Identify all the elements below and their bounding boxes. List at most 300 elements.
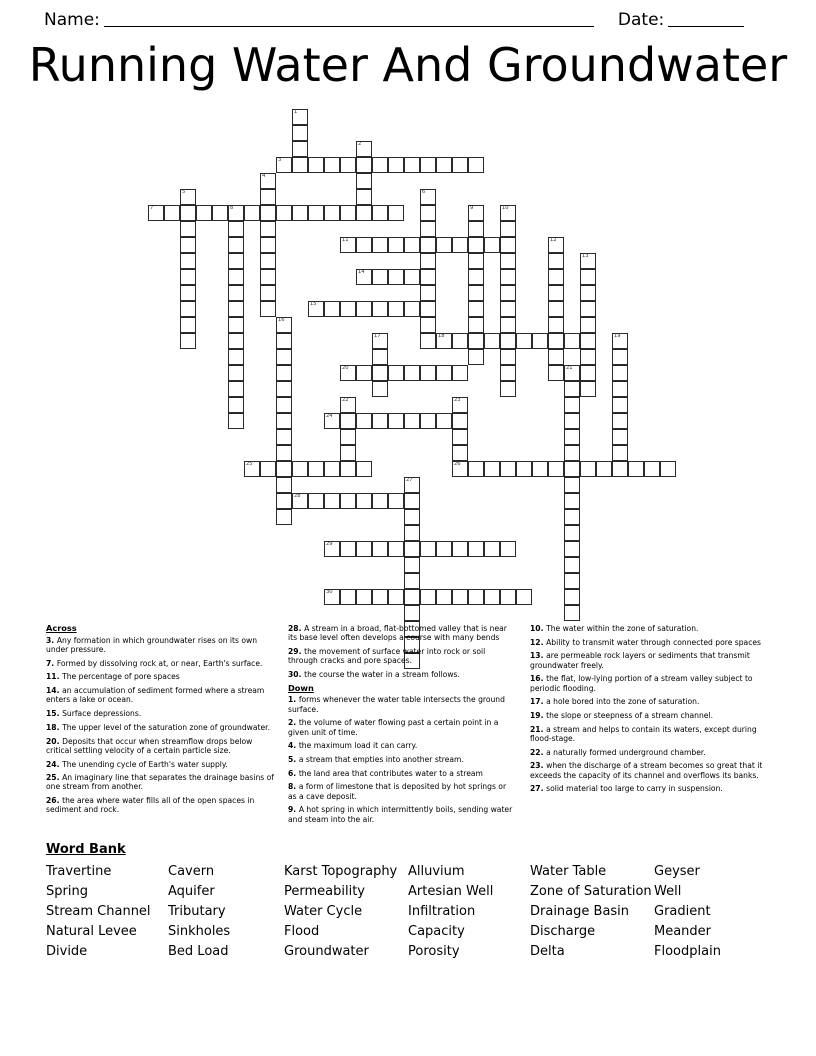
crossword-cell[interactable]	[148, 205, 164, 221]
crossword-cell[interactable]	[276, 493, 292, 509]
crossword-cell[interactable]	[388, 365, 404, 381]
crossword-cell[interactable]	[612, 413, 628, 429]
clue-item	[46, 723, 276, 732]
crossword-cell[interactable]	[452, 429, 468, 445]
clue-item	[288, 741, 516, 750]
crossword-cell[interactable]	[404, 413, 420, 429]
crossword-cell[interactable]	[548, 285, 564, 301]
crossword-cell[interactable]	[180, 237, 196, 253]
crossword-cell[interactable]	[228, 269, 244, 285]
crossword-cell[interactable]	[324, 493, 340, 509]
crossword-cell[interactable]	[356, 461, 372, 477]
crossword-cell[interactable]	[580, 349, 596, 365]
crossword-cell[interactable]	[500, 317, 516, 333]
crossword-cell[interactable]	[388, 205, 404, 221]
crossword-cell[interactable]	[580, 253, 596, 269]
clue-text: Any formation in which groundwater rises on its own under pressure.	[46, 635, 258, 655]
crossword-cell[interactable]	[468, 541, 484, 557]
crossword-cell[interactable]	[420, 269, 436, 285]
crossword-cell[interactable]	[292, 461, 308, 477]
crossword-cell[interactable]	[228, 301, 244, 317]
crossword-cell[interactable]	[180, 269, 196, 285]
crossword-cell[interactable]	[564, 573, 580, 589]
crossword-cell[interactable]	[420, 285, 436, 301]
crossword-cell[interactable]	[276, 445, 292, 461]
crossword-cell[interactable]	[372, 269, 388, 285]
crossword-cell[interactable]	[292, 109, 308, 125]
clue-text: An imaginary line that separates the drainage basins of one stream from another.	[46, 773, 274, 792]
crossword-cell[interactable]	[324, 413, 340, 429]
crossword-cell[interactable]	[404, 509, 420, 525]
crossword-cell[interactable]	[612, 381, 628, 397]
clue-text: The water within the zone of saturation.	[546, 624, 699, 633]
clue-item	[288, 624, 516, 643]
crossword-cell[interactable]	[276, 397, 292, 413]
crossword-cell[interactable]	[452, 461, 468, 477]
crossword-cell[interactable]	[564, 461, 580, 477]
crossword-cell[interactable]	[276, 333, 292, 349]
crossword-cell[interactable]	[340, 397, 356, 413]
crossword-cell[interactable]	[212, 205, 228, 221]
crossword-cell[interactable]	[372, 589, 388, 605]
crossword-cell[interactable]	[388, 157, 404, 173]
crossword-cell[interactable]	[276, 413, 292, 429]
crossword-cell[interactable]	[292, 125, 308, 141]
crossword-cell[interactable]	[564, 477, 580, 493]
crossword-cell[interactable]	[580, 285, 596, 301]
crossword-cell[interactable]	[420, 413, 436, 429]
crossword-cell[interactable]	[436, 413, 452, 429]
crossword-cell[interactable]	[548, 301, 564, 317]
crossword-cell[interactable]	[196, 205, 212, 221]
crossword-cell[interactable]	[548, 317, 564, 333]
crossword-cell[interactable]	[548, 253, 564, 269]
clue-column-1	[46, 624, 276, 819]
crossword-cell[interactable]	[420, 237, 436, 253]
crossword-cell[interactable]	[388, 413, 404, 429]
crossword-cell[interactable]	[404, 477, 420, 493]
crossword-cell[interactable]	[340, 237, 356, 253]
crossword-cell[interactable]	[356, 493, 372, 509]
crossword-cell[interactable]	[468, 589, 484, 605]
crossword-cell[interactable]	[340, 541, 356, 557]
crossword-cell[interactable]	[420, 189, 436, 205]
crossword-cell[interactable]	[276, 509, 292, 525]
crossword-cell[interactable]	[484, 237, 500, 253]
crossword-cell[interactable]	[404, 365, 420, 381]
crossword-cell[interactable]	[356, 301, 372, 317]
crossword-grid[interactable]	[0, 104, 816, 595]
crossword-cell[interactable]	[180, 205, 196, 221]
crossword-cell[interactable]	[340, 445, 356, 461]
crossword-cell[interactable]	[372, 493, 388, 509]
crossword-cell[interactable]	[292, 141, 308, 157]
crossword-cell[interactable]	[452, 237, 468, 253]
crossword-cell[interactable]	[420, 301, 436, 317]
crossword-cell[interactable]	[548, 333, 564, 349]
crossword-cell[interactable]	[420, 157, 436, 173]
crossword-cell[interactable]	[564, 589, 580, 605]
crossword-cell[interactable]	[276, 461, 292, 477]
crossword-cell[interactable]	[420, 333, 436, 349]
crossword-cell[interactable]	[580, 317, 596, 333]
crossword-cell[interactable]	[260, 461, 276, 477]
crossword-cell[interactable]	[420, 365, 436, 381]
crossword-cell[interactable]	[276, 205, 292, 221]
crossword-cell[interactable]	[564, 509, 580, 525]
page-title: Running Water And Groundwater	[28, 38, 788, 92]
crossword-cell[interactable]	[564, 557, 580, 573]
name-date-row	[44, 0, 772, 30]
crossword-cell[interactable]	[164, 205, 180, 221]
crossword-cell[interactable]	[500, 301, 516, 317]
crossword-cell[interactable]	[468, 253, 484, 269]
crossword-cell[interactable]	[564, 397, 580, 413]
crossword-cell[interactable]	[276, 157, 292, 173]
crossword-cell[interactable]	[420, 317, 436, 333]
crossword-cell[interactable]	[228, 349, 244, 365]
crossword-cell[interactable]	[228, 237, 244, 253]
crossword-cell[interactable]	[308, 493, 324, 509]
word-bank-item: Sinkholes	[168, 924, 231, 939]
clue-number: 29.	[288, 646, 305, 656]
crossword-cell[interactable]	[564, 493, 580, 509]
crossword-cell[interactable]	[404, 493, 420, 509]
clue-item	[46, 659, 276, 668]
crossword-cell[interactable]	[500, 237, 516, 253]
crossword-cell[interactable]	[404, 541, 420, 557]
clue-text: a stream that empties into another stream.	[298, 755, 464, 765]
crossword-cell[interactable]	[420, 589, 436, 605]
crossword-cell[interactable]	[228, 221, 244, 237]
crossword-cell[interactable]	[564, 429, 580, 445]
crossword-cell[interactable]	[404, 605, 420, 621]
crossword-cell[interactable]	[420, 205, 436, 221]
crossword-cell[interactable]	[436, 237, 452, 253]
crossword-cell[interactable]	[372, 365, 388, 381]
name-label: Name:	[44, 10, 100, 30]
crossword-cell[interactable]	[340, 301, 356, 317]
crossword-cell[interactable]	[580, 381, 596, 397]
crossword-cell[interactable]	[260, 285, 276, 301]
crossword-cell[interactable]	[292, 157, 308, 173]
crossword-cell[interactable]	[484, 461, 500, 477]
crossword-cell[interactable]	[452, 365, 468, 381]
crossword-cell[interactable]	[276, 429, 292, 445]
crossword-cell[interactable]	[612, 333, 628, 349]
clue-item	[288, 805, 516, 824]
crossword-cell[interactable]	[308, 301, 324, 317]
crossword-cell[interactable]	[356, 541, 372, 557]
crossword-cell[interactable]	[500, 541, 516, 557]
crossword-cell[interactable]	[436, 541, 452, 557]
crossword-cell[interactable]	[372, 333, 388, 349]
crossword-cell[interactable]	[516, 333, 532, 349]
crossword-cell[interactable]	[260, 253, 276, 269]
crossword-cell[interactable]	[612, 397, 628, 413]
crossword-cell[interactable]	[388, 237, 404, 253]
crossword-cell[interactable]	[612, 429, 628, 445]
crossword-cell[interactable]	[452, 413, 468, 429]
cell-number: 8	[230, 205, 234, 211]
cell-number: 7	[150, 205, 154, 211]
clue-item	[530, 624, 770, 633]
crossword-cell[interactable]	[340, 461, 356, 477]
crossword-cell[interactable]	[452, 541, 468, 557]
crossword-cell[interactable]	[548, 349, 564, 365]
crossword-cell[interactable]	[260, 237, 276, 253]
clue-item	[46, 709, 276, 718]
crossword-cell[interactable]	[356, 589, 372, 605]
crossword-cell[interactable]	[468, 461, 484, 477]
crossword-cell[interactable]	[228, 205, 244, 221]
crossword-cell[interactable]	[404, 157, 420, 173]
crossword-cell[interactable]	[468, 349, 484, 365]
crossword-cell[interactable]	[388, 269, 404, 285]
crossword-cell[interactable]	[324, 589, 340, 605]
clue-item	[288, 769, 516, 778]
crossword-cell[interactable]	[484, 333, 500, 349]
crossword-cell[interactable]	[548, 461, 564, 477]
crossword-cell[interactable]	[500, 269, 516, 285]
crossword-cell[interactable]	[436, 157, 452, 173]
crossword-cell[interactable]	[404, 269, 420, 285]
crossword-cell[interactable]	[452, 397, 468, 413]
crossword-cell[interactable]	[372, 157, 388, 173]
crossword-cell[interactable]	[500, 461, 516, 477]
crossword-cell[interactable]	[356, 189, 372, 205]
word-bank-item: Aquifer	[168, 884, 215, 899]
word-bank-item: Meander	[654, 924, 712, 939]
crossword-cell[interactable]	[404, 301, 420, 317]
crossword-cell[interactable]	[356, 141, 372, 157]
crossword-cell[interactable]	[420, 253, 436, 269]
crossword-cell[interactable]	[340, 205, 356, 221]
crossword-cell[interactable]	[372, 301, 388, 317]
crossword-cell[interactable]	[340, 365, 356, 381]
crossword-cell[interactable]	[580, 269, 596, 285]
crossword-cell[interactable]	[436, 333, 452, 349]
crossword-cell[interactable]	[324, 301, 340, 317]
crossword-cell[interactable]	[580, 301, 596, 317]
crossword-cell[interactable]	[308, 157, 324, 173]
crossword-cell[interactable]	[356, 237, 372, 253]
crossword-cell[interactable]	[356, 173, 372, 189]
crossword-cell[interactable]	[580, 365, 596, 381]
crossword-cell[interactable]	[468, 285, 484, 301]
crossword-cell[interactable]	[260, 173, 276, 189]
crossword-cell[interactable]	[404, 557, 420, 573]
crossword-cell[interactable]	[356, 157, 372, 173]
crossword-cell[interactable]	[564, 605, 580, 621]
crossword-cell[interactable]	[340, 589, 356, 605]
clue-number: 17.	[530, 697, 547, 707]
crossword-cell[interactable]	[404, 525, 420, 541]
down-heading: Down	[288, 682, 314, 693]
crossword-cell[interactable]	[276, 349, 292, 365]
crossword-cell[interactable]	[564, 413, 580, 429]
crossword-cell[interactable]	[356, 269, 372, 285]
crossword-cell[interactable]	[612, 445, 628, 461]
date-input-line[interactable]	[668, 11, 744, 27]
crossword-cell[interactable]	[532, 461, 548, 477]
crossword-cell[interactable]	[484, 541, 500, 557]
crossword-cell[interactable]	[388, 541, 404, 557]
crossword-cell[interactable]	[484, 589, 500, 605]
crossword-cell[interactable]	[260, 301, 276, 317]
crossword-cell[interactable]	[244, 205, 260, 221]
crossword-cell[interactable]	[340, 429, 356, 445]
crossword-cell[interactable]	[500, 365, 516, 381]
crossword-cell[interactable]	[468, 221, 484, 237]
crossword-cell[interactable]	[388, 589, 404, 605]
crossword-cell[interactable]	[180, 285, 196, 301]
clue-number: 19.	[530, 711, 547, 721]
crossword-cell[interactable]	[276, 381, 292, 397]
crossword-cell[interactable]	[580, 461, 596, 477]
crossword-cell[interactable]	[500, 333, 516, 349]
crossword-cell[interactable]	[516, 589, 532, 605]
crossword-cell[interactable]	[660, 461, 676, 477]
word-bank-item: Cavern	[168, 864, 215, 879]
crossword-cell[interactable]	[388, 493, 404, 509]
clue-item	[530, 697, 770, 706]
clue-item	[530, 784, 770, 793]
crossword-cell[interactable]	[228, 317, 244, 333]
crossword-cell[interactable]	[436, 589, 452, 605]
crossword-cell[interactable]	[324, 461, 340, 477]
crossword-cell[interactable]	[644, 461, 660, 477]
crossword-cell[interactable]	[532, 333, 548, 349]
crossword-cell[interactable]	[228, 381, 244, 397]
crossword-cell[interactable]	[420, 221, 436, 237]
crossword-cell[interactable]	[564, 365, 580, 381]
crossword-cell[interactable]	[468, 237, 484, 253]
crossword-cell[interactable]	[372, 381, 388, 397]
crossword-cell[interactable]	[436, 365, 452, 381]
crossword-cell[interactable]	[356, 365, 372, 381]
crossword-cell[interactable]	[468, 333, 484, 349]
crossword-cell[interactable]	[452, 589, 468, 605]
crossword-cell[interactable]	[276, 317, 292, 333]
crossword-cell[interactable]	[564, 381, 580, 397]
crossword-cell[interactable]	[244, 461, 260, 477]
crossword-cell[interactable]	[500, 285, 516, 301]
crossword-cell[interactable]	[260, 221, 276, 237]
crossword-cell[interactable]	[372, 349, 388, 365]
crossword-cell[interactable]	[548, 237, 564, 253]
crossword-cell[interactable]	[596, 461, 612, 477]
crossword-cell[interactable]	[356, 205, 372, 221]
crossword-cell[interactable]	[228, 365, 244, 381]
crossword-cell[interactable]	[468, 301, 484, 317]
crossword-cell[interactable]	[500, 589, 516, 605]
crossword-cell[interactable]	[468, 317, 484, 333]
crossword-cell[interactable]	[452, 445, 468, 461]
crossword-cell[interactable]	[468, 205, 484, 221]
crossword-cell[interactable]	[612, 461, 628, 477]
crossword-cell[interactable]	[564, 525, 580, 541]
crossword-cell[interactable]	[612, 365, 628, 381]
crossword-cell[interactable]	[260, 189, 276, 205]
crossword-cell[interactable]	[452, 157, 468, 173]
crossword-cell[interactable]	[180, 253, 196, 269]
crossword-cell[interactable]	[292, 205, 308, 221]
crossword-cell[interactable]	[468, 157, 484, 173]
crossword-cell[interactable]	[516, 461, 532, 477]
crossword-cell[interactable]	[564, 541, 580, 557]
crossword-cell[interactable]	[340, 493, 356, 509]
crossword-cell[interactable]	[500, 205, 516, 221]
crossword-cell[interactable]	[564, 445, 580, 461]
crossword-cell[interactable]	[228, 285, 244, 301]
crossword-cell[interactable]	[468, 269, 484, 285]
crossword-cell[interactable]	[372, 541, 388, 557]
crossword-cell[interactable]	[420, 541, 436, 557]
crossword-cell[interactable]	[276, 365, 292, 381]
crossword-cell[interactable]	[612, 349, 628, 365]
crossword-cell[interactable]	[308, 205, 324, 221]
crossword-cell[interactable]	[180, 221, 196, 237]
clue-number: 22.	[530, 747, 547, 757]
crossword-cell[interactable]	[404, 589, 420, 605]
crossword-cell[interactable]	[372, 413, 388, 429]
cell-number: 2	[358, 141, 362, 147]
cell-number: 18	[438, 333, 445, 339]
crossword-cell[interactable]	[340, 413, 356, 429]
crossword-cell[interactable]	[500, 221, 516, 237]
crossword-cell[interactable]	[276, 477, 292, 493]
clue-number: 12.	[530, 637, 547, 647]
crossword-cell[interactable]	[452, 333, 468, 349]
crossword-cell[interactable]	[340, 157, 356, 173]
crossword-cell[interactable]	[500, 253, 516, 269]
crossword-cell[interactable]	[324, 205, 340, 221]
crossword-cell[interactable]	[260, 205, 276, 221]
crossword-cell[interactable]	[404, 573, 420, 589]
crossword-cell[interactable]	[228, 413, 244, 429]
crossword-cell[interactable]	[180, 301, 196, 317]
crossword-cell[interactable]	[180, 317, 196, 333]
crossword-cell[interactable]	[388, 301, 404, 317]
cell-number: 10	[502, 205, 509, 211]
crossword-cell[interactable]	[228, 397, 244, 413]
crossword-cell[interactable]	[180, 189, 196, 205]
word-bank-item: Karst Topography	[284, 864, 398, 879]
crossword-cell[interactable]	[404, 237, 420, 253]
crossword-cell[interactable]	[548, 269, 564, 285]
clue-text: Deposits that occur when streamflow drops below critical settling velocity of a certain particle size.	[46, 736, 253, 755]
crossword-cell[interactable]	[580, 333, 596, 349]
crossword-cell[interactable]	[372, 237, 388, 253]
crossword-cell[interactable]	[260, 269, 276, 285]
crossword-cell[interactable]	[500, 349, 516, 365]
crossword-cell[interactable]	[180, 333, 196, 349]
crossword-cell[interactable]	[228, 253, 244, 269]
crossword-cell[interactable]	[292, 493, 308, 509]
crossword-cell[interactable]	[324, 541, 340, 557]
crossword-cell[interactable]	[564, 333, 580, 349]
crossword-cell[interactable]	[228, 333, 244, 349]
crossword-cell[interactable]	[548, 365, 564, 381]
crossword-cell[interactable]	[372, 205, 388, 221]
name-input-line[interactable]	[104, 11, 594, 27]
crossword-cell[interactable]	[308, 461, 324, 477]
crossword-cell[interactable]	[628, 461, 644, 477]
crossword-cell[interactable]	[356, 413, 372, 429]
crossword-cell[interactable]	[500, 381, 516, 397]
crossword-cell[interactable]	[324, 157, 340, 173]
